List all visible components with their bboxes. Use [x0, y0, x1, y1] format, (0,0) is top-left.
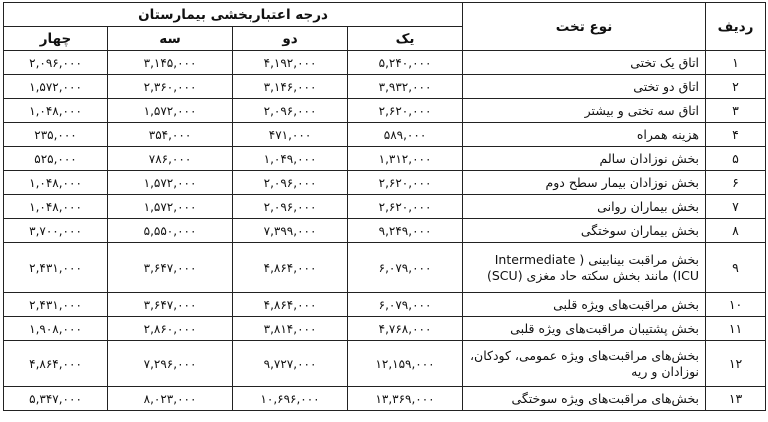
grade-2-value: ۳,۸۱۴,۰۰۰	[233, 317, 348, 341]
row-number: ۷	[706, 195, 766, 219]
grade-2-value: ۲,۰۹۶,۰۰۰	[233, 171, 348, 195]
header-bed-type: نوع تخت	[463, 3, 706, 51]
grade-1-value: ۲,۶۲۰,۰۰۰	[348, 195, 463, 219]
grade-2-value: ۴۷۱,۰۰۰	[233, 123, 348, 147]
bed-type: بخش مراقبت‌های ویژه قلبی	[463, 293, 706, 317]
header-grade-1: یک	[348, 27, 463, 51]
grade-4-value: ۵۲۵,۰۰۰	[4, 147, 108, 171]
grade-4-value: ۵,۳۴۷,۰۰۰	[4, 387, 108, 411]
grade-4-value: ۱,۵۷۲,۰۰۰	[4, 75, 108, 99]
row-number: ۴	[706, 123, 766, 147]
grade-3-value: ۳,۶۴۷,۰۰۰	[108, 243, 233, 293]
row-number: ۱۳	[706, 387, 766, 411]
table-row	[4, 387, 766, 411]
bed-type: هزینه همراه	[463, 123, 706, 147]
grade-3-value: ۸,۰۲۳,۰۰۰	[108, 387, 233, 411]
grade-3-value: ۲,۳۶۰,۰۰۰	[108, 75, 233, 99]
grade-1-value: ۲,۶۲۰,۰۰۰	[348, 171, 463, 195]
bed-type: بخش‌های مراقبت‌های ویژه سوختگی	[463, 387, 706, 411]
table-row	[4, 341, 766, 387]
table-row	[4, 293, 766, 317]
table-row	[4, 147, 766, 171]
grade-4-value: ۴,۸۶۴,۰۰۰	[4, 341, 108, 387]
grade-4-value: ۱,۰۴۸,۰۰۰	[4, 195, 108, 219]
grade-4-value: ۲,۰۹۶,۰۰۰	[4, 51, 108, 75]
grade-1-value: ۳,۹۳۲,۰۰۰	[348, 75, 463, 99]
grade-4-value: ۲,۴۳۱,۰۰۰	[4, 243, 108, 293]
header-grade-2: دو	[233, 27, 348, 51]
grade-3-value: ۳,۶۴۷,۰۰۰	[108, 293, 233, 317]
row-number: ۱	[706, 51, 766, 75]
table-body	[4, 51, 766, 411]
grade-1-value: ۱,۳۱۲,۰۰۰	[348, 147, 463, 171]
bed-type: اتاق دو تختی	[463, 75, 706, 99]
grade-3-value: ۱,۵۷۲,۰۰۰	[108, 171, 233, 195]
grade-3-value: ۲,۸۶۰,۰۰۰	[108, 317, 233, 341]
grade-2-value: ۹,۷۲۷,۰۰۰	[233, 341, 348, 387]
bed-type: بخش نوزادان سالم	[463, 147, 706, 171]
header-row-number: ردیف	[706, 3, 766, 51]
grade-3-value: ۳,۱۴۵,۰۰۰	[108, 51, 233, 75]
grade-3-value: ۳۵۴,۰۰۰	[108, 123, 233, 147]
grade-1-value: ۱۳,۳۶۹,۰۰۰	[348, 387, 463, 411]
row-number: ۱۱	[706, 317, 766, 341]
grade-4-value: ۲۳۵,۰۰۰	[4, 123, 108, 147]
grade-1-value: ۶,۰۷۹,۰۰۰	[348, 243, 463, 293]
header-accreditation-grade: درجه اعتباربخشی بیمارستان	[4, 3, 463, 27]
grade-3-value: ۱,۵۷۲,۰۰۰	[108, 99, 233, 123]
grade-1-value: ۲,۶۲۰,۰۰۰	[348, 99, 463, 123]
bed-tariff-table	[3, 2, 766, 411]
grade-1-value: ۴,۷۶۸,۰۰۰	[348, 317, 463, 341]
grade-4-value: ۲,۴۳۱,۰۰۰	[4, 293, 108, 317]
table-row	[4, 75, 766, 99]
row-number: ۹	[706, 243, 766, 293]
table-row	[4, 123, 766, 147]
grade-3-value: ۷,۲۹۶,۰۰۰	[108, 341, 233, 387]
row-number: ۳	[706, 99, 766, 123]
table-row	[4, 317, 766, 341]
table-row	[4, 195, 766, 219]
row-number: ۶	[706, 171, 766, 195]
grade-3-value: ۵,۵۵۰,۰۰۰	[108, 219, 233, 243]
header-grade-3: سه	[108, 27, 233, 51]
grade-3-value: ۱,۵۷۲,۰۰۰	[108, 195, 233, 219]
grade-1-value: ۶,۰۷۹,۰۰۰	[348, 293, 463, 317]
table-row	[4, 51, 766, 75]
table-row	[4, 99, 766, 123]
grade-2-value: ۲,۰۹۶,۰۰۰	[233, 99, 348, 123]
grade-4-value: ۱,۰۴۸,۰۰۰	[4, 171, 108, 195]
table-row	[4, 219, 766, 243]
grade-3-value: ۷۸۶,۰۰۰	[108, 147, 233, 171]
grade-2-value: ۴,۱۹۲,۰۰۰	[233, 51, 348, 75]
bed-type: اتاق سه تختی و بیشتر	[463, 99, 706, 123]
bed-type: بخش‌های مراقبت‌های ویژه عمومی، کودکان، نوزادان و ریه	[463, 341, 706, 387]
grade-4-value: ۳,۷۰۰,۰۰۰	[4, 219, 108, 243]
bed-type: اتاق یک تختی	[463, 51, 706, 75]
grade-2-value: ۴,۸۶۴,۰۰۰	[233, 243, 348, 293]
bed-type: بخش بیماران روانی	[463, 195, 706, 219]
row-number: ۲	[706, 75, 766, 99]
grade-2-value: ۳,۱۴۶,۰۰۰	[233, 75, 348, 99]
row-number: ۱۲	[706, 341, 766, 387]
grade-1-value: ۵,۲۴۰,۰۰۰	[348, 51, 463, 75]
table-row	[4, 243, 766, 293]
bed-type: بخش بیماران سوختگی	[463, 219, 706, 243]
grade-2-value: ۷,۳۹۹,۰۰۰	[233, 219, 348, 243]
grade-2-value: ۲,۰۹۶,۰۰۰	[233, 195, 348, 219]
bed-type: بخش نوزادان بیمار سطح دوم	[463, 171, 706, 195]
grade-2-value: ۴,۸۶۴,۰۰۰	[233, 293, 348, 317]
header-grade-4: چهار	[4, 27, 108, 51]
grade-2-value: ۱,۰۴۹,۰۰۰	[233, 147, 348, 171]
bed-type: بخش پشتیبان مراقبت‌های ویژه قلبی	[463, 317, 706, 341]
row-number: ۵	[706, 147, 766, 171]
grade-1-value: ۹,۲۴۹,۰۰۰	[348, 219, 463, 243]
bed-type: بخش مراقبت بینابینی ( Intermediate ICU) مانند بخش سکته حاد مغزی (SCU)	[463, 243, 706, 293]
row-number: ۱۰	[706, 293, 766, 317]
grade-1-value: ۱۲,۱۵۹,۰۰۰	[348, 341, 463, 387]
grade-4-value: ۱,۹۰۸,۰۰۰	[4, 317, 108, 341]
grade-4-value: ۱,۰۴۸,۰۰۰	[4, 99, 108, 123]
row-number: ۸	[706, 219, 766, 243]
grade-2-value: ۱۰,۶۹۶,۰۰۰	[233, 387, 348, 411]
grade-1-value: ۵۸۹,۰۰۰	[348, 123, 463, 147]
table-row	[4, 171, 766, 195]
